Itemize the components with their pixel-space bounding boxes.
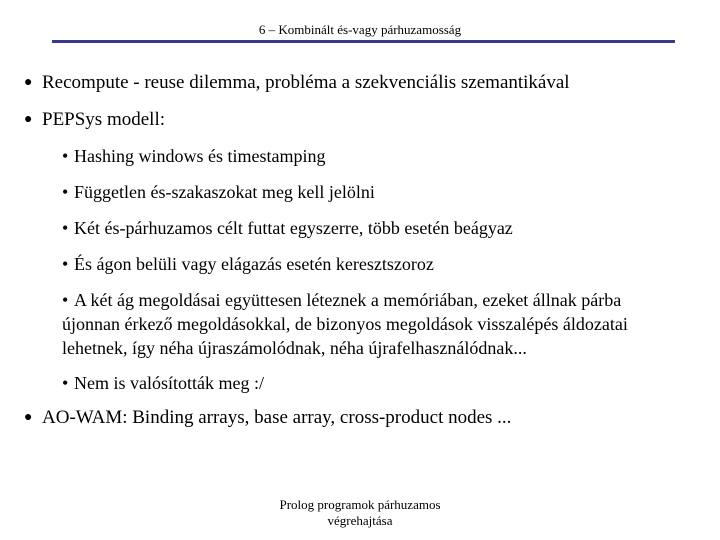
sub-bullet-item <box>62 288 682 360</box>
footer-line: Prolog programok párhuzamos <box>279 497 441 512</box>
sub-bullet-dot-icon: • <box>62 373 69 393</box>
footer-line: végrehajtása <box>327 513 393 528</box>
sub-bullet-item <box>62 144 682 168</box>
bullet-text: Recompute - reuse dilemma, probléma a szekvenciális szemantikával <box>42 72 570 93</box>
bullet-dot-icon: ● <box>24 410 33 425</box>
footer <box>240 497 480 529</box>
title-underline <box>52 40 675 43</box>
sub-bullet-text: És ágon belüli vagy elágazás esetén keresztszoroz <box>74 254 434 274</box>
sub-bullet-item <box>62 216 682 240</box>
sub-bullet-item <box>62 252 682 276</box>
sub-bullet-text: A két ág megoldásai együttesen léteznek a memóriában, ezeket állnak párba újonnan érkező megoldásokkal, de bizonyos megoldások visszalépés áldozatai lehetnek, így néha újraszámolódnak, néha újrafelhasználódnak... <box>62 290 628 358</box>
sub-bullet-text: Két és-párhuzamos célt futtat egyszerre, több esetén beágyaz <box>74 218 513 238</box>
sub-bullet-text: Nem is valósították meg :/ <box>74 373 264 393</box>
sub-bullet-text: Hashing windows és timestamping <box>74 146 326 166</box>
sub-bullet-dot-icon: • <box>62 146 69 166</box>
bullet-text: PEPSys modell: <box>42 109 165 130</box>
sub-bullet-dot-icon: • <box>62 254 69 274</box>
sub-bullet-text: Független és-szakaszokat meg kell jelölni <box>74 182 375 202</box>
sub-bullet-dot-icon: • <box>62 218 69 238</box>
bullet-item <box>24 407 511 429</box>
sub-bullet-dot-icon: • <box>62 290 69 310</box>
sub-bullet-item <box>62 180 682 204</box>
bullet-text: AO-WAM: Binding arrays, base array, cross-product nodes ... <box>42 407 512 428</box>
bullet-dot-icon: ● <box>24 75 33 90</box>
sub-bullet-dot-icon: • <box>62 182 69 202</box>
sub-bullet-item <box>62 371 682 395</box>
bullet-item <box>24 72 570 94</box>
bullet-item <box>24 109 165 131</box>
bullet-dot-icon: ● <box>24 112 33 127</box>
slide-title: 6 – Kombinált és-vagy párhuzamosság <box>258 22 462 37</box>
